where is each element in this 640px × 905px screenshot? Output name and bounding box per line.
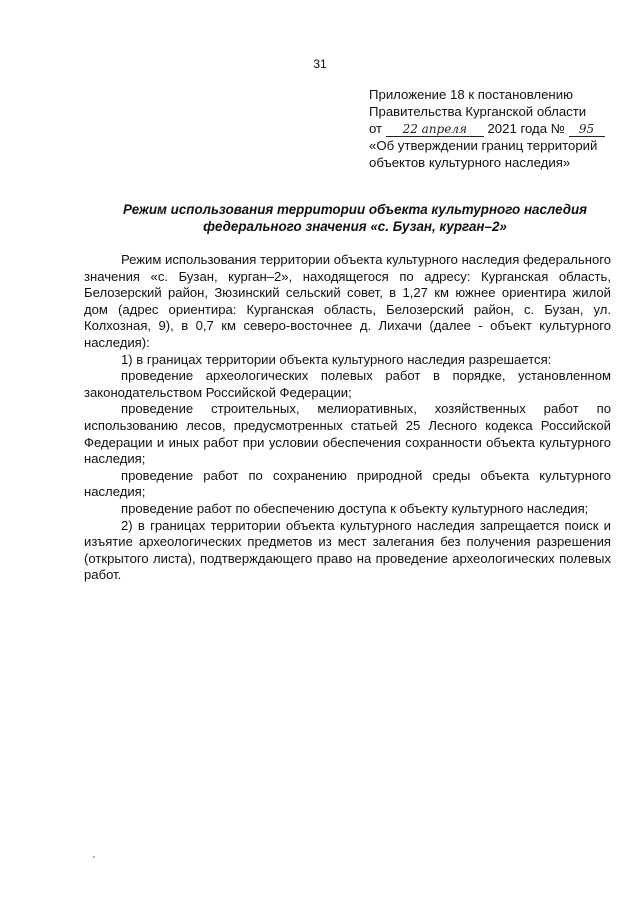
appendix-header bbox=[369, 86, 619, 171]
paragraph: Режим использования территории объекта культурного наследия федерального значения «с. Бузан, курган–2», находящегося по адресу: Курганская область, Белозерский район, Зюзинский сельский совет, в 1,27 км южнее ориентира жилой дом (адрес ориентира: Курганская область, Белозерский район, с. Бузан, ул. Колхозная, 9), в 0,7 км северо-восточнее д. Лихачи (далее - объект культурного наследия): bbox=[84, 252, 611, 350]
appendix-line-5: объектов культурного наследия» bbox=[369, 155, 571, 170]
title-line-1: Режим использования территории объекта культурного наследия bbox=[122, 202, 588, 217]
paragraph: проведение строительных, мелиоративных, хозяйственных работ по использованию лесов, предусмотренных статьей 25 Лесного кодекса Российской Федерации и иных работ при условии обеспечения сохранности объекта культурного наследия; bbox=[84, 401, 611, 467]
title-line-2: федерального значения «с. Бузан, курган–2» bbox=[203, 219, 507, 234]
appendix-line-3 bbox=[369, 120, 619, 137]
number-sign: № bbox=[550, 121, 565, 136]
appendix-line-2: Правительства Курганской области bbox=[369, 104, 587, 119]
paragraph: 1) в границах территории объекта культурного наследия разрешается: bbox=[121, 351, 552, 367]
paragraph: проведение археологических полевых работ в порядке, установленном законодательством Российской Федерации; bbox=[84, 368, 611, 400]
appendix-year: 2021 года bbox=[487, 121, 548, 136]
appendix-date-prefix: от bbox=[369, 121, 383, 136]
paragraph: 2) в границах территории объекта культурного наследия запрещается поиск и изъятие археологических предметов из мест залегания без получения разрешения (открытого листа), подтверждающего право на проведение археологических полевых работ. bbox=[84, 517, 611, 583]
paragraph: проведение работ по обеспечению доступа к объекту культурного наследия; bbox=[121, 500, 589, 516]
appendix-line-1: Приложение 18 к постановлению bbox=[369, 87, 573, 102]
document-title bbox=[120, 201, 590, 235]
handwritten-number: 95 bbox=[569, 122, 605, 137]
handwritten-date: 22 апреля bbox=[386, 122, 484, 137]
scan-speck bbox=[93, 856, 95, 858]
paragraph: проведение работ по сохранению природной среды объекта культурного наследия; bbox=[84, 467, 611, 500]
document-body bbox=[84, 252, 611, 584]
appendix-line-4: «Об утверждении границ территорий bbox=[369, 138, 598, 153]
page-number: 31 bbox=[313, 57, 327, 71]
